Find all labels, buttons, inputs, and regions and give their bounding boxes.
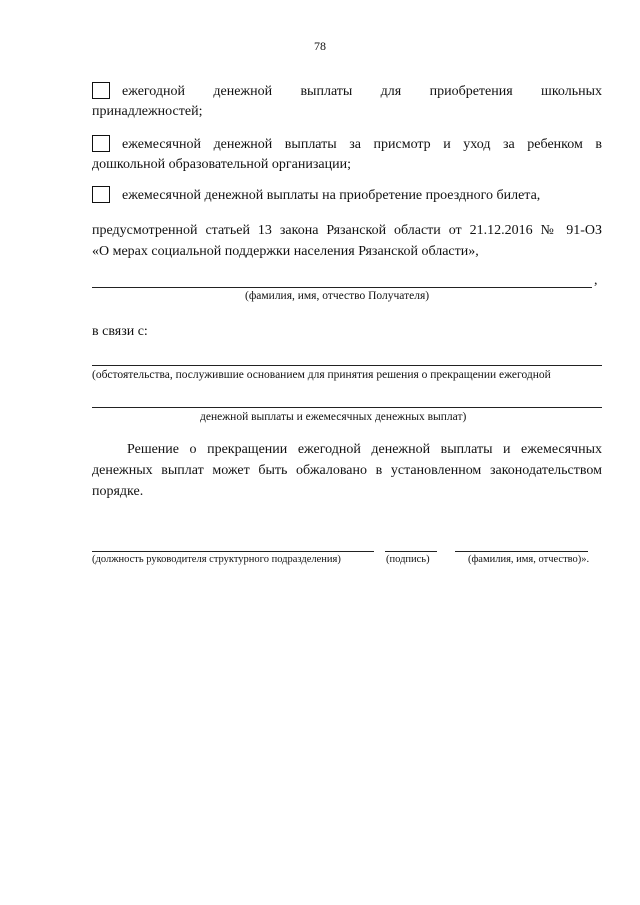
- law-line2: «О мерах социальной поддержки населения Рязанской области»,: [92, 244, 479, 259]
- checkbox-label-line2: дошкольной образовательной организации;: [92, 157, 351, 172]
- law-line1: предусмотренной статьей 13 закона Рязанской области от 21.12.2016 № 91-ОЗ: [92, 223, 602, 238]
- recipient-name-line[interactable]: [92, 287, 592, 288]
- checkbox-option-school-supplies: [92, 84, 602, 120]
- checkbox-option-travel-ticket: [92, 188, 602, 204]
- checkbox-travel-ticket[interactable]: [92, 186, 110, 203]
- checkbox-option-preschool-care: [92, 137, 602, 173]
- checkbox-school-supplies[interactable]: [92, 82, 110, 99]
- signature-caption: (подпись): [386, 554, 430, 565]
- checkbox-label-line2: принадлежностей;: [92, 104, 203, 119]
- law-reference-paragraph: [92, 220, 602, 262]
- reason-line-1[interactable]: [92, 365, 602, 366]
- checkbox-label-line1: ежемесячной денежной выплаты на приобретение проездного билета,: [122, 188, 541, 203]
- appeal-paragraph: [92, 439, 602, 502]
- name-line[interactable]: [455, 551, 588, 552]
- signature-line[interactable]: [385, 551, 437, 552]
- reason-caption-1: (обстоятельства, послужившие основанием для принятия решения о прекращении ежегодной: [92, 369, 551, 381]
- recipient-comma: ,: [594, 273, 598, 288]
- appeal-line3: порядке.: [92, 484, 144, 499]
- reason-caption-2: денежной выплаты и ежемесячных денежных выплат): [200, 411, 467, 423]
- name-caption: (фамилия, имя, отчество)».: [468, 554, 590, 565]
- appeal-line2: денежных выплат может быть обжаловано в установленном законодательством: [92, 463, 602, 478]
- checkbox-label-line1: ежемесячной денежной выплаты за присмотр и уход за ребенком в: [122, 137, 602, 152]
- page-number: 78: [314, 39, 326, 53]
- recipient-caption: (фамилия, имя, отчество Получателя): [245, 290, 430, 302]
- checkbox-label-line1: ежегодной денежной выплаты для приобретения школьных: [122, 84, 602, 99]
- checkbox-preschool-care[interactable]: [92, 135, 110, 152]
- position-caption: (должность руководителя структурного подразделения): [92, 554, 341, 565]
- reason-label: в связи с:: [92, 324, 148, 339]
- appeal-line1: Решение о прекращении ежегодной денежной выплаты и ежемесячных: [127, 442, 602, 457]
- position-line[interactable]: [92, 551, 374, 552]
- reason-line-2[interactable]: [92, 407, 602, 408]
